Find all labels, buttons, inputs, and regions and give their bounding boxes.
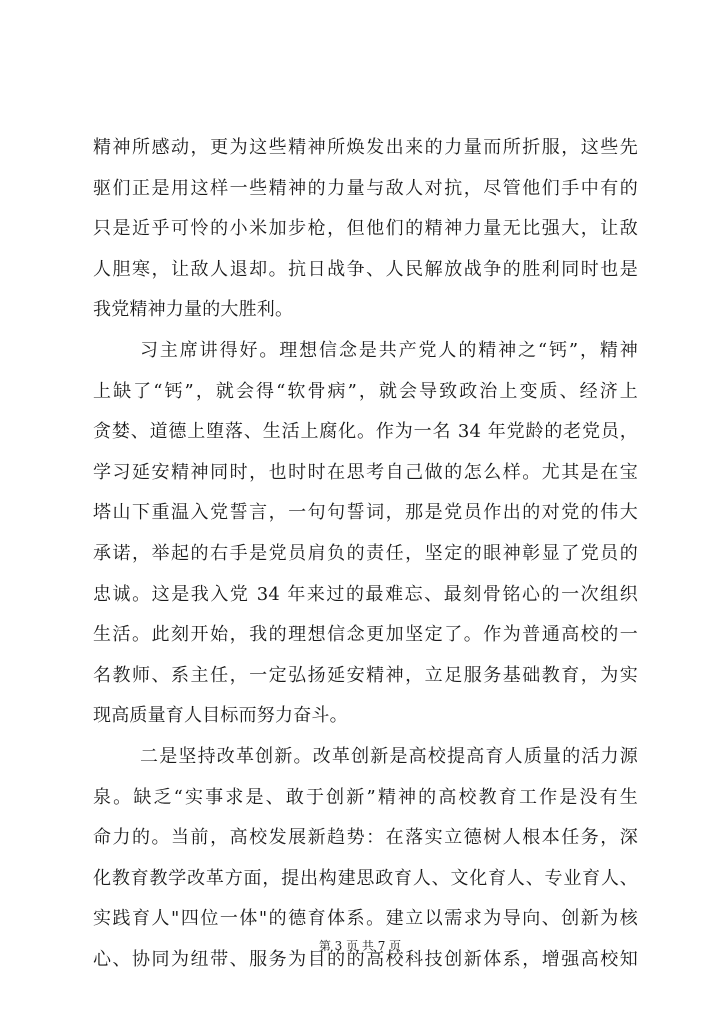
text-line: 泉。缺乏“实事求是、敢于创新”精神的高校教育工作是没有生 [93,786,638,808]
text-line: 二是坚持改革创新。改革创新是高校提高育人质量的活力源 [140,745,638,767]
text-line: 精神所感动，更为这些精神所焕发出来的力量而所折服，这些先 [93,137,638,158]
text-line: 习主席讲得好。理想信念是共产党人的精神之“钙”，精神 [140,339,638,361]
text-line: 承诺，举起的右手是党员肩负的责任，坚定的眼神彰显了党员的 [93,542,638,564]
text-line: 上缺了“钙”，就会得“软骨病”，就会导致政治上变质、经济上 [93,380,638,402]
text-line: 驱们正是用这样一些精神的力量与敌人对抗，尽管他们手中有的 [93,177,638,199]
paragraph [93,128,638,331]
text-line: 人胆寒，让敌人退却。抗日战争、人民解放战争的胜利同时也是 [93,258,638,280]
text-line: 我党精神力量的大胜利。 [93,299,294,321]
text-line: 命力的。当前，高校发展新趋势：在落实立德树人根本任务，深 [93,827,638,849]
text-line: 现高质量育人目标而努力奋斗。 [93,705,348,727]
page-footer: 第 3 页 共 7 页 [318,939,402,953]
text-line: 心、协同为纽带、服务为目的的高校科技创新体系，增强高校知 [93,948,638,970]
text-line: 化教育教学改革方面，提出构建思政育人、文化育人、专业育人、 [93,867,638,889]
text-line: 塔山下重温入党誓言，一句句誓词，那是党员作出的对党的伟大 [93,502,638,524]
text-line: 实践育人"四位一体"的德育体系。建立以需求为导向、创新为核 [93,908,638,930]
text-line: 生活。此刻开始，我的理想信念更加坚定了。作为普通高校的一 [93,624,638,646]
paragraph [93,331,638,737]
text-line: 忠诚。这是我入党 34 年来过的最难忘、最刻骨铭心的一次组织 [93,583,638,605]
text-line: 只是近乎可怜的小米加步枪，但他们的精神力量无比强大，让敌 [93,218,638,240]
text-line: 学习延安精神同时，也时时在思考自己做的怎么样。尤其是在宝 [93,461,638,483]
text-line: 贪婪、道德上堕落、生活上腐化。作为一名 34 年党龄的老党员， [93,421,638,443]
text-line: 名教师、系主任，一定弘扬延安精神，立足服务基础教育，为实 [93,664,638,686]
document-body [93,128,638,980]
